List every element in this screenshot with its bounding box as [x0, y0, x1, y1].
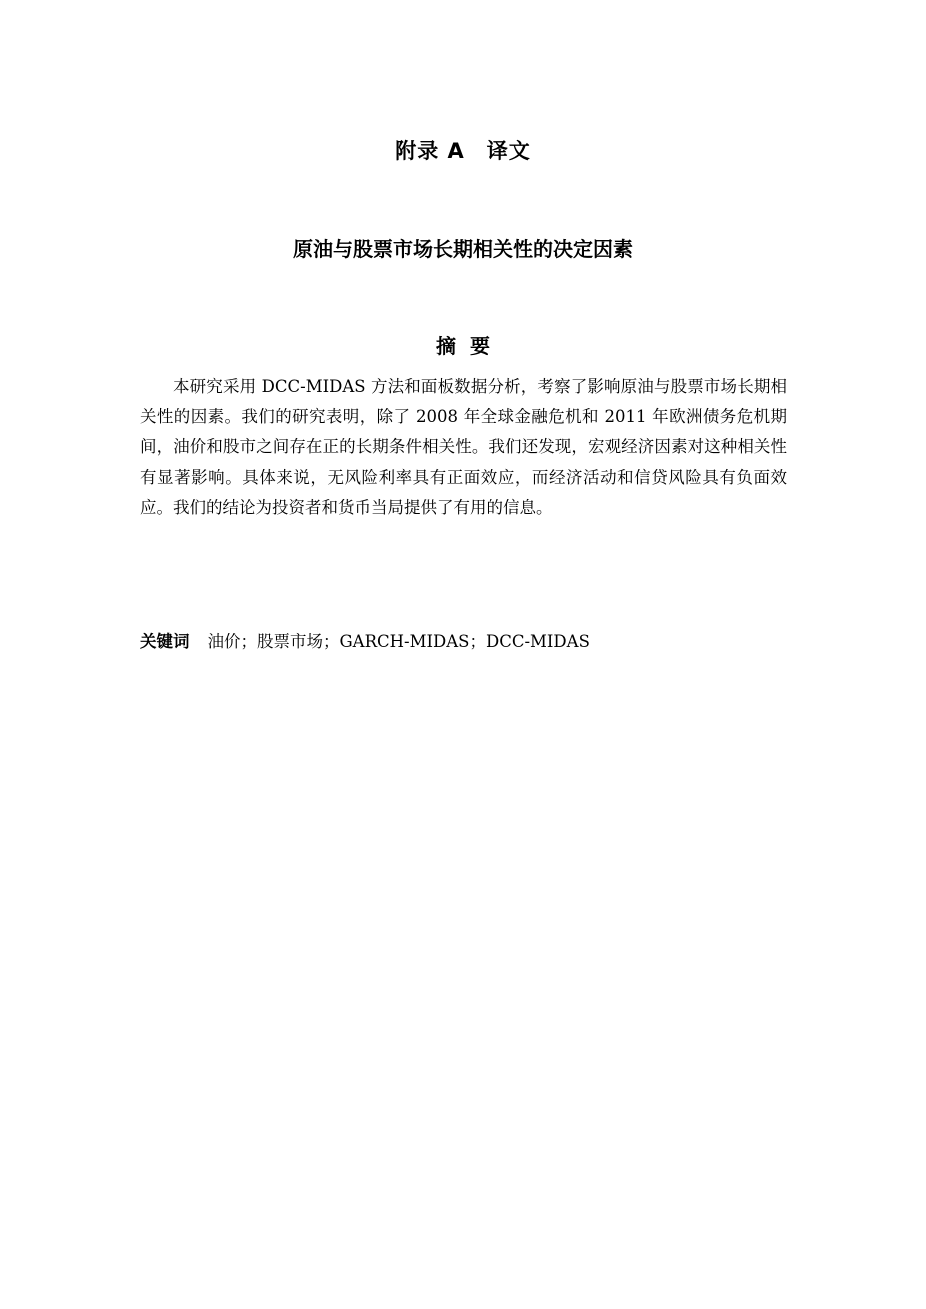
abstract-body: 本研究采用 DCC-MIDAS 方法和面板数据分析，考察了影响原油与股票市场长期相关性的因素。我们的研究表明，除了 2008 年全球金融危机和 2011 年欧洲债务危机期间，油价和股市之间存在正的长期条件相关性。我们还发现，宏观经济因素对这种相关性有显著影响。具体来说，无风险利率具有正面效应，而经济活动和信贷风险具有负面效应。我们的结论为投资者和货币当局提供了有用的信息。: [140, 377, 787, 517]
paper-title: 原油与股票市场长期相关性的决定因素: [293, 237, 633, 261]
appendix-title: 附录 A 译文: [395, 139, 531, 163]
keywords-text: 油价；股票市场；GARCH-MIDAS；DCC-MIDAS: [207, 632, 590, 651]
keywords-line: [140, 627, 787, 657]
abstract-heading: 摘要: [436, 334, 504, 358]
keywords-label: 关键词: [140, 632, 190, 651]
